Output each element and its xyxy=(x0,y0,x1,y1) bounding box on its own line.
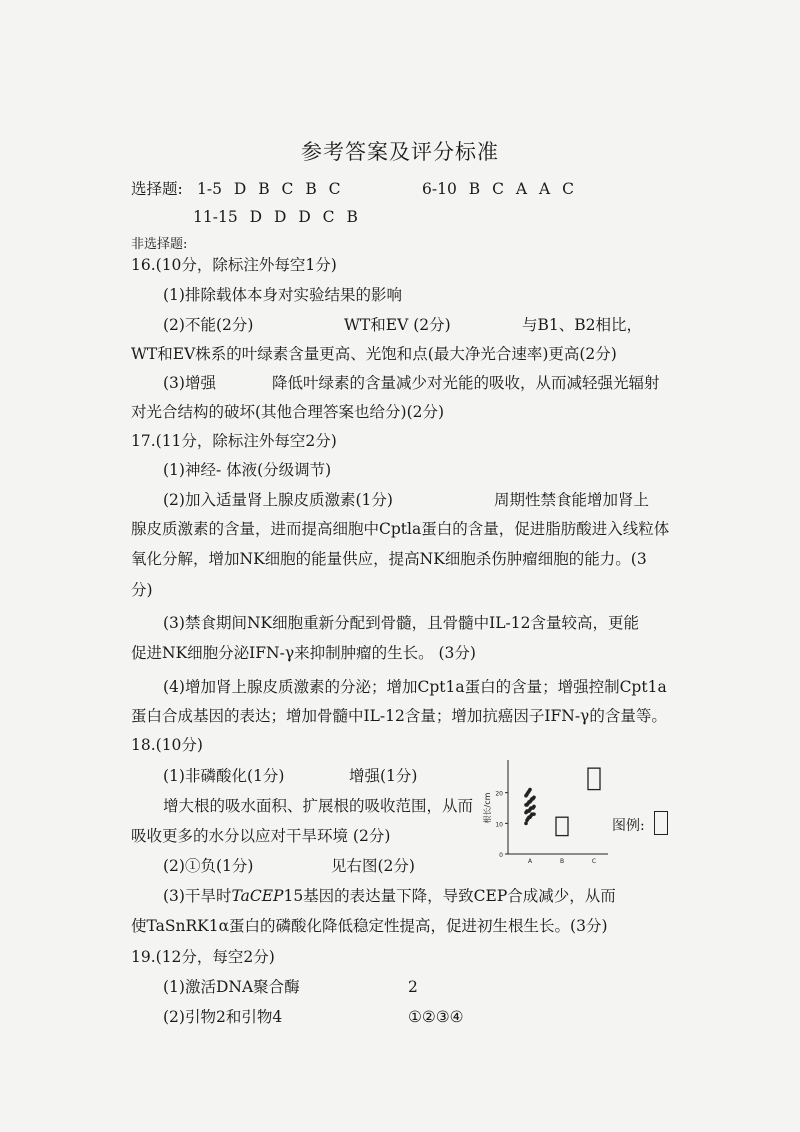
q18-p1b: 增强(1分) xyxy=(349,767,418,785)
q17-p2c: 腺皮质激素的含量，进而提高细胞中Cptla蛋白的含量，促进脂肪酸进入线粒体 xyxy=(131,520,670,538)
q18-p3a-pre: (3)干旱时 xyxy=(163,887,232,905)
q16-p2d: WT和EV株系的叶绿素含量更高、光饱和点(最大净光合速率)更高(2分) xyxy=(131,345,617,363)
y-tick-label: 0 xyxy=(499,852,503,859)
q19-p2a: (2)引物2和引物4 xyxy=(163,1008,283,1026)
q17-p4a: (4)增加肾上腺皮质激素的分泌；增加Cpt1a蛋白的含量；增强控制Cpt1a xyxy=(163,678,667,696)
y-tick-label: 20 xyxy=(495,790,503,798)
q18-p1a: (1)非磷酸化(1分) xyxy=(163,767,285,785)
q18-p3a-post: 15基因的表达量下降，导致CEP合成减少，从而 xyxy=(283,887,616,905)
legend-label: 图例: xyxy=(612,818,645,834)
mc-row-2: 6-10 B C A A C xyxy=(422,180,574,198)
scatter-point xyxy=(528,788,532,792)
q18-p1c: 增大根的吸水面积、扩展根的吸收范围，从而 xyxy=(163,797,474,815)
root-length-chart xyxy=(476,752,616,872)
mc-row-3: 11-15 D D D C B xyxy=(193,208,358,226)
q19-head: 19.(12分，每空2分) xyxy=(131,948,275,966)
q17-p2a: (2)加入适量肾上腺皮质激素(1分) xyxy=(163,491,393,509)
q18-p1d: 吸收更多的水分以应对干旱环境 (2分) xyxy=(131,827,391,845)
q16-p2b: WT和EV (2分) xyxy=(344,316,451,334)
y-axis-label: 根长/cm xyxy=(483,792,492,824)
scatter-point xyxy=(532,795,536,799)
q17-p3a: (3)禁食期间NK细胞重新分配到骨髓，且骨髓中IL-12含量较高，更能 xyxy=(163,614,639,632)
q17-head: 17.(11分，除标注外每空2分) xyxy=(131,432,337,450)
q16-p1: (1)排除载体本身对实验结果的影响 xyxy=(163,286,402,304)
x-tick-label: B xyxy=(559,858,565,865)
q16-p2a: (2)不能(2分) xyxy=(163,316,254,334)
q16-p3c: 对光合结构的破坏(其他合理答案也给分)(2分) xyxy=(131,403,445,421)
x-tick-label: A xyxy=(527,858,533,865)
legend-box xyxy=(654,811,668,835)
box-C xyxy=(588,768,600,789)
q17-p3b: 促进NK细胞分泌IFN-γ来抑制肿瘤的生长。 (3分) xyxy=(131,644,476,662)
q16-p3b: 降低叶绿素的含量减少对光能的吸收，从而减轻强光辐射 xyxy=(272,374,660,392)
page-title: 参考答案及评分标准 xyxy=(301,140,499,164)
q17-p2e: 分) xyxy=(131,581,153,599)
scatter-point xyxy=(532,805,536,809)
nonmc-label: 非选择题: xyxy=(131,237,188,252)
mc-row-1: 1-5 D B C B C xyxy=(197,180,341,198)
q17-p4b: 蛋白合成基因的表达；增加骨髓中IL-12含量；增加抗癌因子IFN-γ的含量等。 xyxy=(131,707,667,725)
q16-p2c: 与B1、B2相比， xyxy=(522,316,643,334)
q18-p2a: (2)①负(1分) xyxy=(163,857,254,875)
y-tick-label: 10 xyxy=(495,821,503,829)
q16-p3a: (3)增强 xyxy=(163,374,216,392)
box-B xyxy=(556,817,568,835)
q17-p2d: 氧化分解，增加NK细胞的能量供应，提高NK细胞杀伤肿瘤细胞的能力。(3 xyxy=(131,550,647,568)
q18-p3b: 使TaSnRK1α蛋白的磷酸化降低稳定性提高，促进初生根生长。(3分) xyxy=(131,917,608,935)
gene-name: TaCEP xyxy=(231,887,284,905)
q18-p3a xyxy=(163,885,616,907)
q17-p1: (1)神经- 体液(分级调节) xyxy=(163,461,332,479)
scatter-point xyxy=(532,812,536,816)
q16-head: 16.(10分，除标注外每空1分) xyxy=(131,256,337,274)
q18-head: 18.(10分) xyxy=(131,736,203,754)
q19-p1b: 2 xyxy=(408,978,418,996)
q17-p2b: 周期性禁食能增加肾上 xyxy=(494,491,650,509)
q19-p2b: ①②③④ xyxy=(408,1008,464,1026)
q19-p1a: (1)激活DNA聚合酶 xyxy=(163,978,300,996)
x-tick-label: C xyxy=(591,858,597,865)
scatter-point xyxy=(524,822,528,826)
mc-label: 选择题: xyxy=(131,180,183,198)
q18-p2b: 见右图(2分) xyxy=(331,857,415,875)
